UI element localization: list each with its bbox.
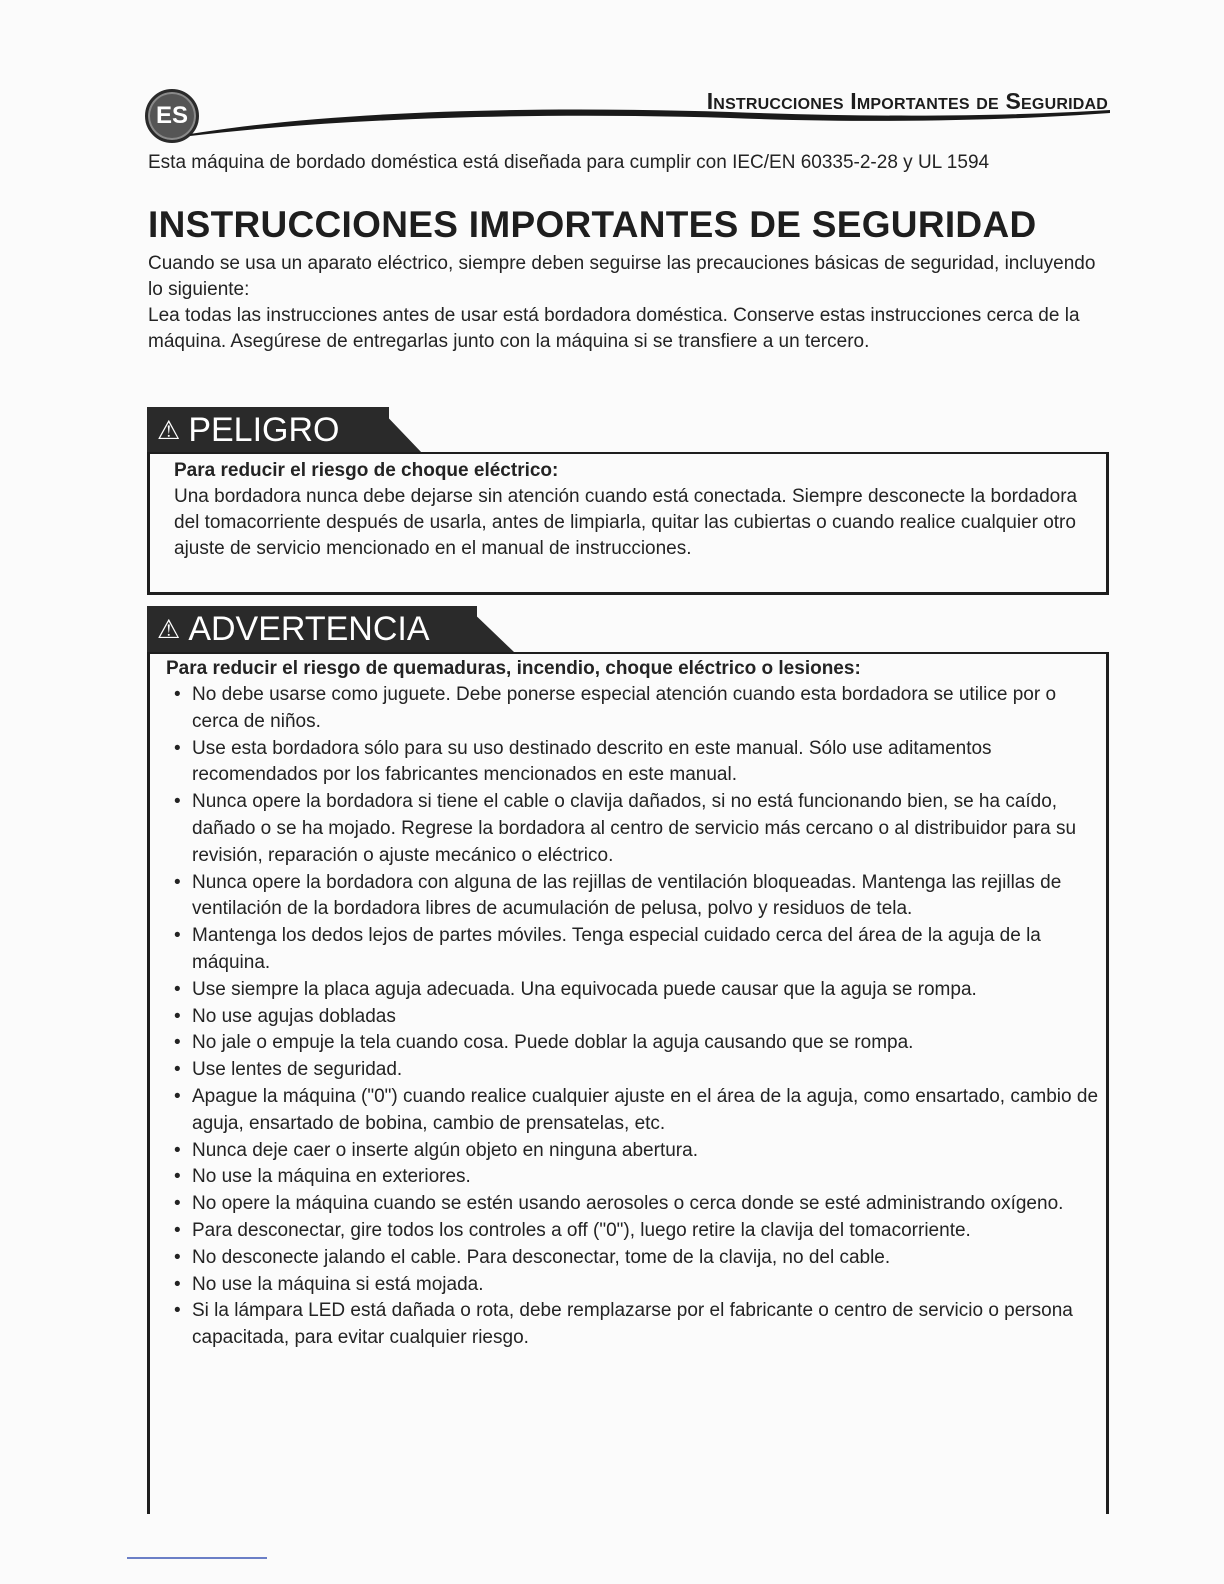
danger-heading: Para reducir el riesgo de choque eléctrico: bbox=[174, 460, 559, 481]
list-item: • Use siempre la placa aguja adecuada. Una equivocada puede causar que la aguja se rompa. bbox=[166, 977, 1106, 1004]
header-section-title: Instrucciones Importantes de Seguridad bbox=[706, 88, 1108, 114]
list-item: • Nunca opere la bordadora con alguna de las rejillas de ventilación bloqueadas. Mantenga las rejillas de ventilación de la bordadora libres de acumulación de pelusa, polvo y residuos de tela. bbox=[166, 870, 1106, 924]
list-item: • Use lentes de seguridad. bbox=[166, 1057, 1106, 1084]
list-item: • Si la lámpara LED está dañada o rota, debe remplazarse por el fabricante o centro de servicio o persona capacitada, para evitar cualquier riesgo. bbox=[166, 1298, 1106, 1352]
list-item: • No use agujas dobladas bbox=[166, 1004, 1106, 1031]
danger-box bbox=[147, 452, 1109, 595]
list-item: • No debe usarse como juguete. Debe ponerse especial atención cuando esta bordadora se utilice por o cerca de niños. bbox=[166, 682, 1106, 736]
danger-tab-slant bbox=[378, 407, 422, 455]
danger-label-text: PELIGRO bbox=[188, 411, 340, 449]
list-item: • Para desconectar, gire todos los controles a off ("0"), luego retire la clavija del tomacorriente. bbox=[166, 1218, 1106, 1245]
page-title: INSTRUCCIONES IMPORTANTES DE SEGURIDAD bbox=[148, 204, 1037, 245]
warning-triangle-icon: ⚠ bbox=[157, 415, 181, 445]
footer-line bbox=[127, 1557, 267, 1559]
warning-box bbox=[147, 652, 1109, 1514]
list-item: • Apague la máquina ("0") cuando realice cualquier ajuste en el área de la aguja, como ensartado, cambio de aguja, ensartado de bobina, cambio de prensatelas, etc. bbox=[166, 1084, 1106, 1138]
warning-heading: Para reducir el riesgo de quemaduras, incendio, choque eléctrico o lesiones: bbox=[166, 658, 861, 679]
compliance-statement: Esta máquina de bordado doméstica está diseñada para cumplir con IEC/EN 60335-2-28 y UL 1594 bbox=[148, 152, 990, 173]
list-item: • No use la máquina en exteriores. bbox=[166, 1164, 1106, 1191]
list-item: • Nunca opere la bordadora si tiene el cable o clavija dañados, si no está funcionando bien, se ha caído, dañado o se ha mojado. Regrese la bordadora al centro de servicio más cercano o al distribuidor para su revisión, reparación o ajuste mecánico o eléctrico. bbox=[166, 789, 1106, 869]
warning-tab-slant bbox=[466, 606, 514, 654]
warning-list bbox=[166, 682, 1106, 1352]
list-item: • Mantenga los dedos lejos de partes móviles. Tenga especial cuidado cerca del área de la aguja de la máquina. bbox=[166, 923, 1106, 977]
preamble-paragraph-1: Cuando se usa un aparato eléctrico, siempre deben seguirse las precauciones básicas de seguridad, incluyendo lo siguiente: bbox=[148, 253, 1096, 300]
warning-label-text: ADVERTENCIA bbox=[188, 610, 430, 648]
warning-label bbox=[147, 606, 477, 652]
list-item: • No opere la máquina cuando se estén usando aerosoles o cerca donde se esté administrando oxígeno. bbox=[166, 1191, 1106, 1218]
list-item: • Nunca deje caer o inserte algún objeto en ninguna abertura. bbox=[166, 1138, 1106, 1165]
warning-triangle-icon: ⚠ bbox=[157, 614, 181, 644]
danger-label bbox=[147, 407, 389, 453]
language-badge-text: ES bbox=[155, 102, 188, 129]
list-item: • No desconecte jalando el cable. Para desconectar, tome de la clavija, no del cable. bbox=[166, 1245, 1106, 1272]
preamble bbox=[148, 251, 1108, 355]
list-item: • No jale o empuje la tela cuando cosa. Puede doblar la aguja causando que se rompa. bbox=[166, 1030, 1106, 1057]
preamble-paragraph-2: Lea todas las instrucciones antes de usar está bordadora doméstica. Conserve estas instrucciones cerca de la máquina. Asegúrese de entregarlas junto con la máquina si se transfiere a un tercero. bbox=[148, 305, 1080, 352]
danger-text: Una bordadora nunca debe dejarse sin atención cuando está conectada. Siempre desconecte la bordadora del tomacorriente después de usarla, antes de limpiarla, quitar las cubiertas o cuando realice cualquier otro ajuste de servicio mencionado en el manual de instrucciones. bbox=[174, 486, 1078, 559]
list-item: • Use esta bordadora sólo para su uso destinado descrito en este manual. Sólo use aditamentos recomendados por los fabricantes mencionados en este manual. bbox=[166, 736, 1106, 790]
list-item: • No use la máquina si está mojada. bbox=[166, 1272, 1106, 1299]
